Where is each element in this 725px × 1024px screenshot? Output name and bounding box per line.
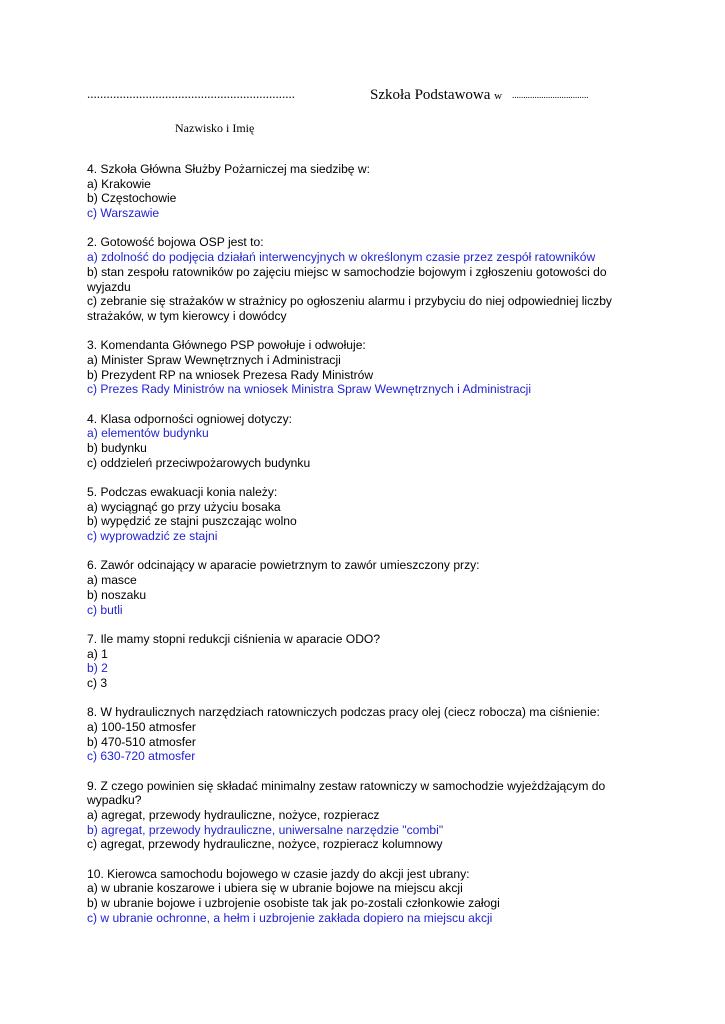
question-block — [87, 705, 627, 764]
question-block — [87, 867, 627, 926]
answer-option: b) wypędzić ze stajni puszczając wolno — [87, 514, 297, 529]
answer-option: a) Minister Spraw Wewnętrznych i Administracji — [87, 352, 341, 367]
correct-answer: c) Warszawie — [87, 206, 160, 221]
name-label: Nazwisko i Imię — [175, 121, 255, 135]
correct-answer: c) wyprowadzić ze stajni — [87, 529, 218, 544]
answer-option: a) agregat, przewody hydrauliczne, nożyce, rozpieracz — [87, 808, 380, 823]
question-text: 3. Komendanta Głównego PSP powołuje i odwołuje: — [87, 338, 366, 353]
answer-option: b) Prezydent RP na wniosek Prezesa Rady Ministrów — [87, 367, 374, 382]
question-text: 4. Szkoła Główna Służby Pożarniczej ma siedzibę w: — [87, 162, 370, 176]
question-list — [87, 162, 627, 940]
correct-answer: b) agregat, przewody hydrauliczne, uniwersalne narzędzie "combi" — [87, 822, 444, 837]
answer-option: a) Krakowie — [87, 176, 151, 191]
answer-option: b) stan zespołu ratowników po zajęciu miejsc w samochodzie bojowym i zgłoszeniu gotowości do wyjazdu — [87, 264, 607, 294]
answer-option: b) budynku — [87, 441, 147, 456]
answer-option: c) zebranie się strażaków w strażnicy po ogłoszeniu alarmu i przybyciu do niej odpowiedniej liczby strażaków, w tym kierowcy i dowódcy — [87, 294, 612, 323]
school-w: w — [494, 90, 503, 102]
answer-option: c) agregat, przewody hydrauliczne, nożyce, rozpieracz kolumnowy — [87, 837, 443, 852]
answer-option: a) w ubranie koszarowe i ubiera się w ubranie bojowe na miejscu akcji — [87, 881, 463, 896]
question-block — [87, 779, 627, 853]
answer-option: c) 3 — [87, 675, 108, 690]
school-heading — [370, 87, 502, 104]
answer-option: a) 1 — [87, 646, 108, 661]
answer-option: a) masce — [87, 573, 137, 588]
correct-answer: c) w ubranie ochronne, a hełm i uzbrojenie zakłada dopiero na miejscu akcji — [87, 910, 493, 925]
correct-answer: a) zdolność do podjęcia działań interwencyjnych w określonym czasie przez zespół ratowników — [87, 250, 596, 265]
correct-answer: c) butli — [87, 602, 123, 617]
question-block — [87, 632, 627, 691]
school-label: Szkoła Podstawowa — [370, 87, 491, 103]
question-block — [87, 162, 627, 221]
answer-option: b) w ubranie bojowe i uzbrojenie osobiste tak jak po-zostali członkowie załogi — [87, 896, 500, 911]
answer-option: b) 470-510 atmosfer — [87, 734, 196, 749]
question-text: 8. W hydraulicznych narzędziach ratowniczych podczas pracy olej (ciecz robocza) ma ciśnienie: — [87, 705, 600, 720]
question-text: 5. Podczas ewakuacji konia należy: — [87, 485, 278, 500]
question-text: 6. Zawór odcinający w aparacie powietrznym to zawór umieszczony przy: — [87, 558, 480, 573]
question-text: 9. Z czego powinien się składać minimalny zestaw ratowniczy w samochodzie wyjeżdżającym do wypadku? — [87, 778, 606, 808]
correct-answer: c) Prezes Rady Ministrów na wniosek Ministra Spraw Wewnętrznych i Administracji — [87, 382, 532, 397]
question-block — [87, 558, 627, 617]
question-block — [87, 338, 627, 397]
answer-option: c) oddzieleń przeciwpożarowych budynku — [87, 455, 311, 470]
question-block — [87, 412, 627, 471]
answer-option: a) wyciągnąć go przy użyciu bosaka — [87, 499, 281, 514]
question-text: 4. Klasa odporności ogniowej dotyczy: — [87, 411, 293, 426]
question-block — [87, 235, 627, 323]
answer-option: a) 100-150 atmosfer — [87, 719, 196, 734]
question-block — [87, 485, 627, 544]
correct-answer: b) 2 — [87, 661, 108, 676]
question-text: 2. Gotowość bojowa OSP jest to: — [87, 235, 264, 250]
name-dotted-line: ................................................................ — [87, 86, 295, 101]
correct-answer: a) elementów budynku — [87, 426, 209, 441]
correct-answer: c) 630-720 atmosfer — [87, 749, 196, 764]
question-text: 7. Ile mamy stopni redukcji ciśnienia w aparacie ODO? — [87, 631, 381, 646]
answer-option: b) noszaku — [87, 587, 147, 602]
answer-option: b) Częstochowie — [87, 191, 177, 206]
question-text: 10. Kierowca samochodu bojowego w czasie jazdy do akcji jest ubrany: — [87, 866, 470, 881]
school-dotted-line: .................................. — [512, 90, 589, 100]
